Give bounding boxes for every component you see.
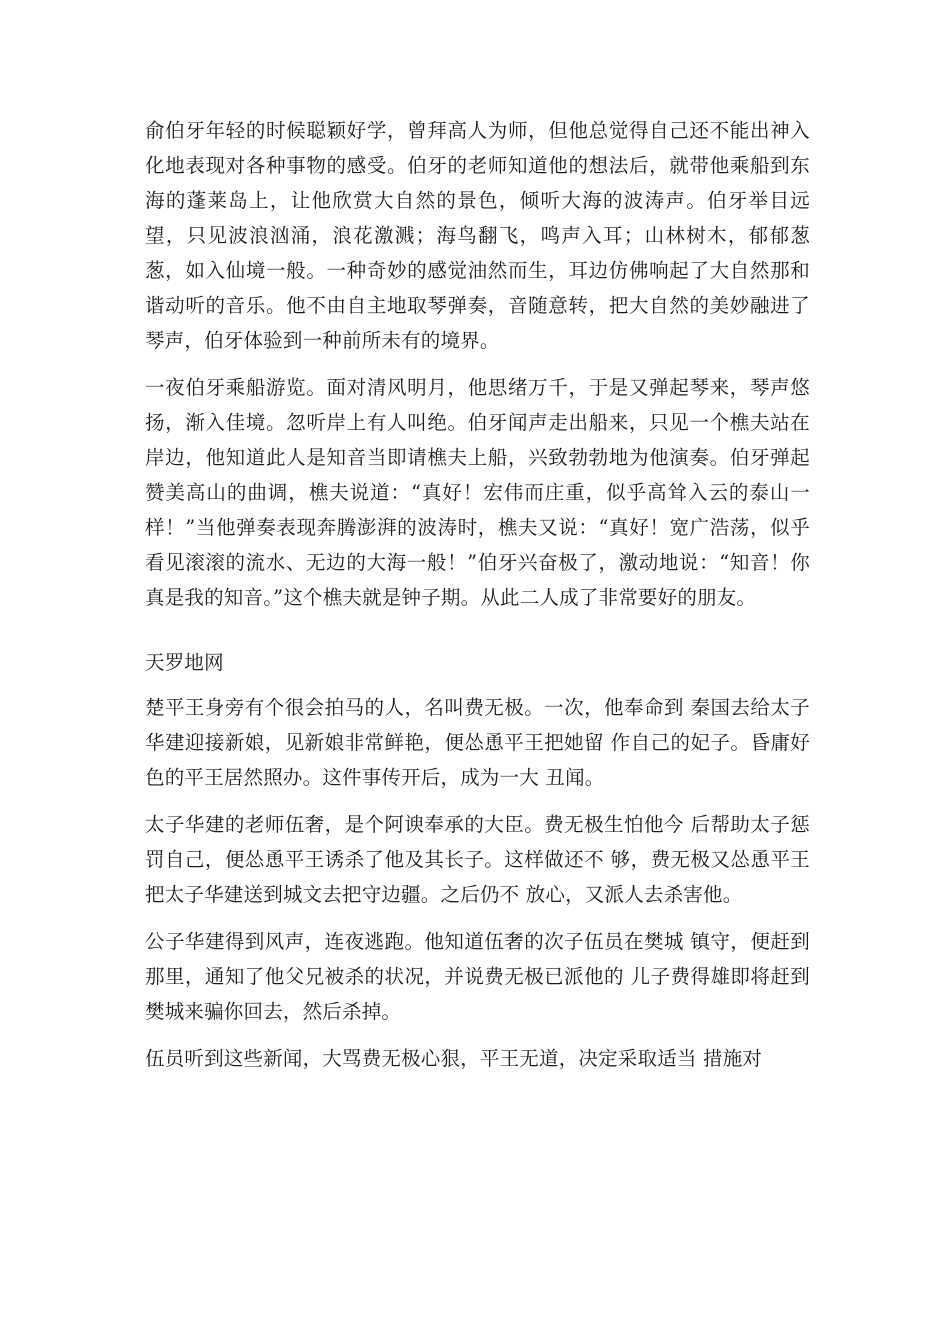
paragraph: 伍员听到这些新闻，大骂费无极心狠，平王无道，决定采取适当 措施对	[145, 1047, 763, 1070]
section-heading: 天罗地网	[145, 651, 224, 674]
paragraph: 公子华建得到风声，连夜逃跑。他知道伍奢的次子伍员在樊城 镇守，便赶到那里，通知了他父兄被杀的状况，并说费无极已派他的 儿子费得雄即将赶到樊城来骗你回去，然后杀掉。	[145, 930, 810, 1023]
paragraph: 太子华建的老师伍奢，是个阿谀奉承的大臣。费无极生怕他今 后帮助太子惩罚自己，便怂恿平王诱杀了他及其长子。这样做还不 够，费无极又怂恿平王把太子华建送到城文去把守边疆。之后仍不 放心，又派人去杀害他。	[145, 813, 810, 906]
paragraph: 一夜伯牙乘船游览。面对清风明月，他思绪万千，于是又弹起琴来，琴声悠扬，渐入佳境。忽听岸上有人叫绝。伯牙闻声走出船来，只见一个樵夫站在岸边，他知道此人是知音当即请樵夫上船，兴致勃勃地为他演奏。伯牙弹起赞美高山的曲调，樵夫说道：“真好！宏伟而庄重，似乎高耸入云的泰山一样！”当他弹奏表现奔腾澎湃的波涛时，樵夫又说：“真好！宽广浩荡，似乎看见滚滚的流水、无边的大海一般！”伯牙兴奋极了，激动地说：“知音！你真是我的知音。”这个樵夫就是钟子期。从此二人成了非常要好的朋友。	[145, 376, 810, 609]
paragraph: 楚平王身旁有个很会拍马的人，名叫费无极。一次，他奉命到 秦国去给太子华建迎接新娘，见新娘非常鲜艳，便怂恿平王把她留 作自己的妃子。昏庸好色的平王居然照办。这件事传开后，成为一大 丑闻。	[145, 696, 810, 789]
paragraph: 俞伯牙年轻的时候聪颖好学，曾拜高人为师，但他总觉得自己还不能出神入化地表现对各种事物的感受。伯牙的老师知道他的想法后，就带他乘船到东海的蓬莱岛上，让他欣赏大自然的景色，倾听大海的波涛声。伯牙举目远望，只见波浪汹涌，浪花激溅；海鸟翻飞，鸣声入耳；山林树木，郁郁葱葱，如入仙境一般。一种奇妙的感觉油然而生，耳边仿佛响起了大自然那和谐动听的音乐。他不由自主地取琴弹奏，音随意转，把大自然的美妙融进了琴声，伯牙体验到一种前所未有的境界。	[145, 119, 810, 352]
document-body	[145, 113, 810, 1088]
